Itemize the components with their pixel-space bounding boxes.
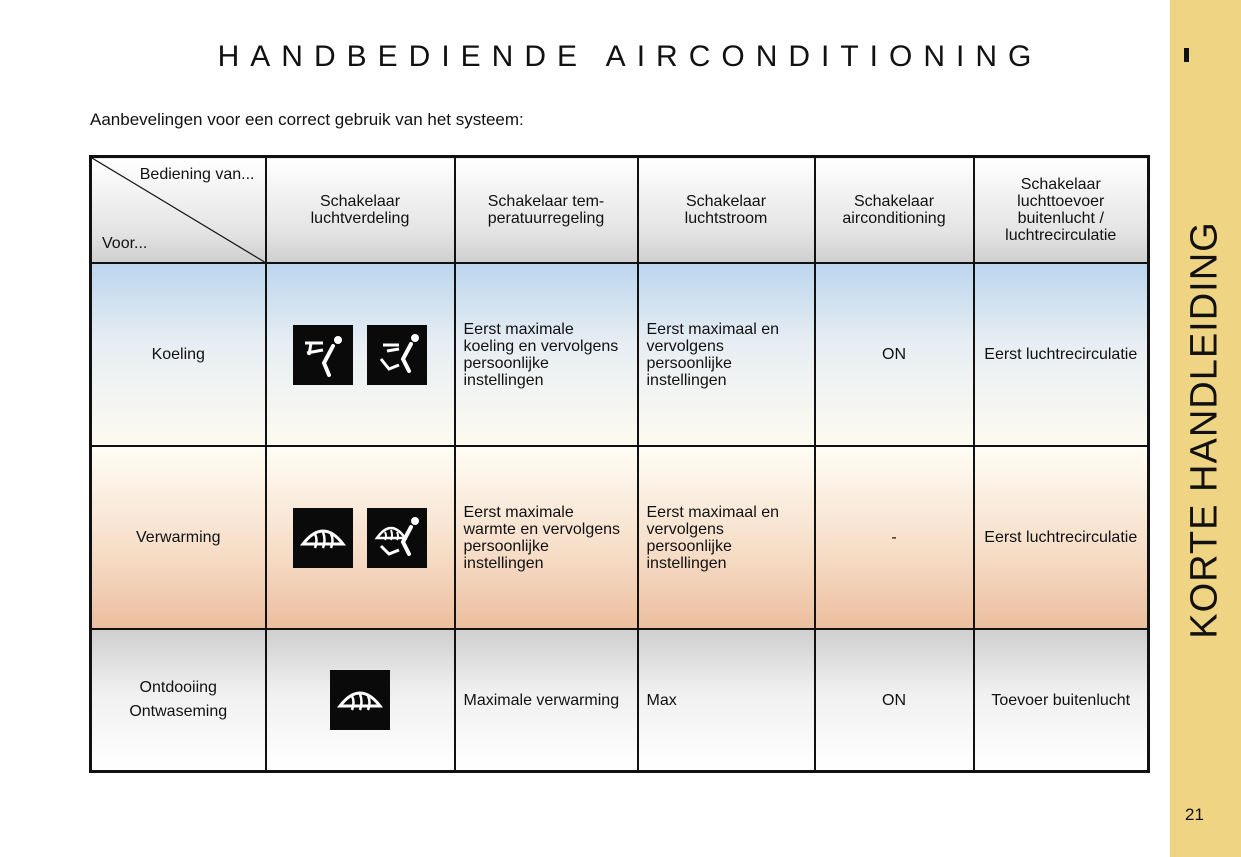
distribution-icons-cell [266, 446, 455, 629]
ac-cell: - [815, 446, 974, 629]
face-feet-vent-icon [367, 325, 427, 385]
row-label-line: Ontdooiing Ontwaseming [129, 679, 228, 720]
table-row [91, 629, 1149, 772]
corner-cell [91, 157, 266, 264]
section-marker [1184, 48, 1189, 62]
face-vent-icon [293, 325, 353, 385]
distribution-icons-cell [266, 629, 455, 772]
header-distribution: Schakelaar luchtverdeling [266, 157, 455, 264]
intake-cell: Toevoer buitenlucht [974, 629, 1149, 772]
airflow-cell: Eerst maximaal en vervolgens persoonlijke instellingen [638, 263, 815, 446]
header-airconditioning: Schakelaar airconditioning [815, 157, 974, 264]
airflow-cell: Eerst maximaal en vervolgens persoonlijke instellingen [638, 446, 815, 629]
windscreen-defrost-icon [293, 508, 353, 568]
ac-cell: ON [815, 629, 974, 772]
airflow-cell: Max [638, 629, 815, 772]
header-row [91, 157, 1149, 264]
table-row [91, 263, 1149, 446]
intro-text: Aanbevelingen voor een correct gebruik van het systeem: [90, 110, 524, 129]
windscreen-defrost-icon [330, 670, 390, 730]
distribution-icons-cell [266, 263, 455, 446]
ac-cell: ON [815, 263, 974, 446]
page-title: HANDBEDIENDE AIRCONDITIONING [217, 40, 1043, 73]
temperature-cell: Eerst maximale warmte en vervolgens persoonlijke instellingen [455, 446, 638, 629]
corner-bottom-label: Voor... [102, 235, 148, 252]
header-intake: Schakelaar luchttoevoer buitenlucht / luchtrecirculatie [974, 157, 1149, 264]
sidebar-title: KORTE HANDLEIDING [1183, 221, 1226, 639]
intake-cell: Eerst luchtrecirculatie [974, 446, 1149, 629]
intake-cell: Eerst luchtrecirculatie [974, 263, 1149, 446]
row-label: Koeling [91, 263, 266, 446]
recommendation-table [89, 155, 1150, 773]
row-label [91, 629, 266, 772]
row-label: Verwarming [91, 446, 266, 629]
temperature-cell: Eerst maximale koeling en vervolgens persoonlijke instellingen [455, 263, 638, 446]
corner-top-label: Bediening van... [139, 166, 255, 183]
table-row [91, 446, 1149, 629]
defrost-feet-icon [367, 508, 427, 568]
page-number: 21 [1185, 805, 1204, 824]
header-temperature: Schakelaar tem-peratuurregeling [455, 157, 638, 264]
temperature-cell: Maximale verwarming [455, 629, 638, 772]
header-airflow: Schakelaar luchtstroom [638, 157, 815, 264]
